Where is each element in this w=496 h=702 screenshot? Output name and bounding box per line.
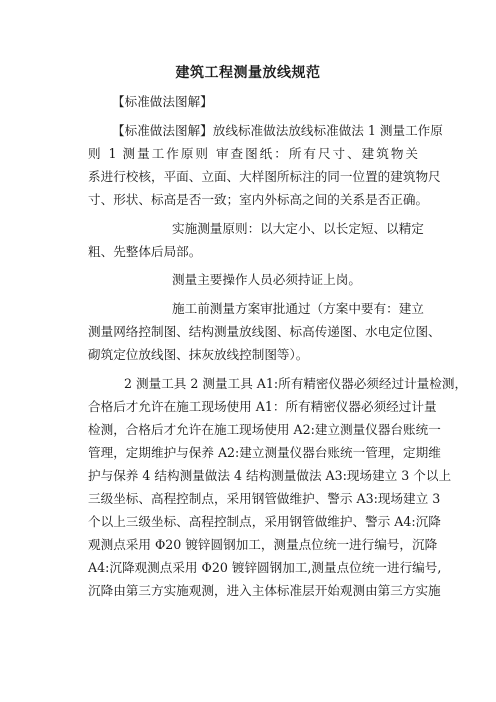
paragraph-line: 寸、形状、标高是否一致；室内外标高之间的关系是否正确。 <box>88 192 429 207</box>
paragraph-line: 施工前测量方案审批通过（方案中要有：建立 <box>172 301 424 316</box>
paragraph-line: 测量主要操作人员必须持证上岗。 <box>172 272 361 287</box>
paragraph-line: 个以上三级坐标、高程控制点，采用钢管做维护、警示 A4:沉降 <box>88 514 441 529</box>
paragraph-line: 系进行校核，平面、立面、大样图所标注的同一位置的建筑物尺 <box>88 169 441 184</box>
paragraph-line: 粗、先整体后局部。 <box>88 244 202 259</box>
paragraph-line: 【标准做法图解】放线标准做法放线标准做法 1 测量工作原 <box>112 123 443 138</box>
paragraph-line: 砌筑定位放线图、抹灰放线控制图等）。 <box>88 347 309 362</box>
paragraph-line: 实施测量原则：以大定小、以长定短、以精定 <box>172 221 424 236</box>
paragraph-line: 2 测量工具 2 测量工具 A1:所有精密仪器必须经过计量检测， <box>124 376 468 391</box>
section-heading: 【标准做法图解】 <box>112 94 213 109</box>
paragraph-line: 则 1 测量工作原则 审查图纸：所有尺寸、建筑物关 <box>88 146 418 161</box>
document-title: 建筑工程测量放线规范 <box>175 65 321 81</box>
paragraph-line: 沉降由第三方实施观测，进入主体标准层开始观测由第三方实施 <box>88 583 441 598</box>
paragraph-line: 管理，定期维护与保养 A2:建立测量仪器台账统一管理，定期维 <box>88 445 441 460</box>
paragraph-line: 观测点采用 Φ20 镀锌圆钢加工，测量点位统一进行编号，沉降 <box>88 537 438 552</box>
paragraph-line: 三级坐标、高程控制点，采用钢管做维护、警示 A3:现场建立 3 <box>88 491 441 506</box>
paragraph-line: 测量网络控制图、结构测量放线图、标高传递图、水电定位图、 <box>88 324 441 339</box>
paragraph-line: 检测，合格后才允许在施工现场使用 A2:建立测量仪器台账统一 <box>88 422 441 437</box>
paragraph-line: A4:沉降观测点采用 Φ20 镀锌圆钢加工,测量点位统一进行编号, <box>88 560 442 575</box>
paragraph-line: 合格后才允许在施工现场使用 A1：所有精密仪器必须经过计量 <box>88 399 437 414</box>
paragraph-line: 护与保养 4 结构测量做法 4 结构测量做法 A3:现场建立 3 个以上 <box>88 468 452 483</box>
